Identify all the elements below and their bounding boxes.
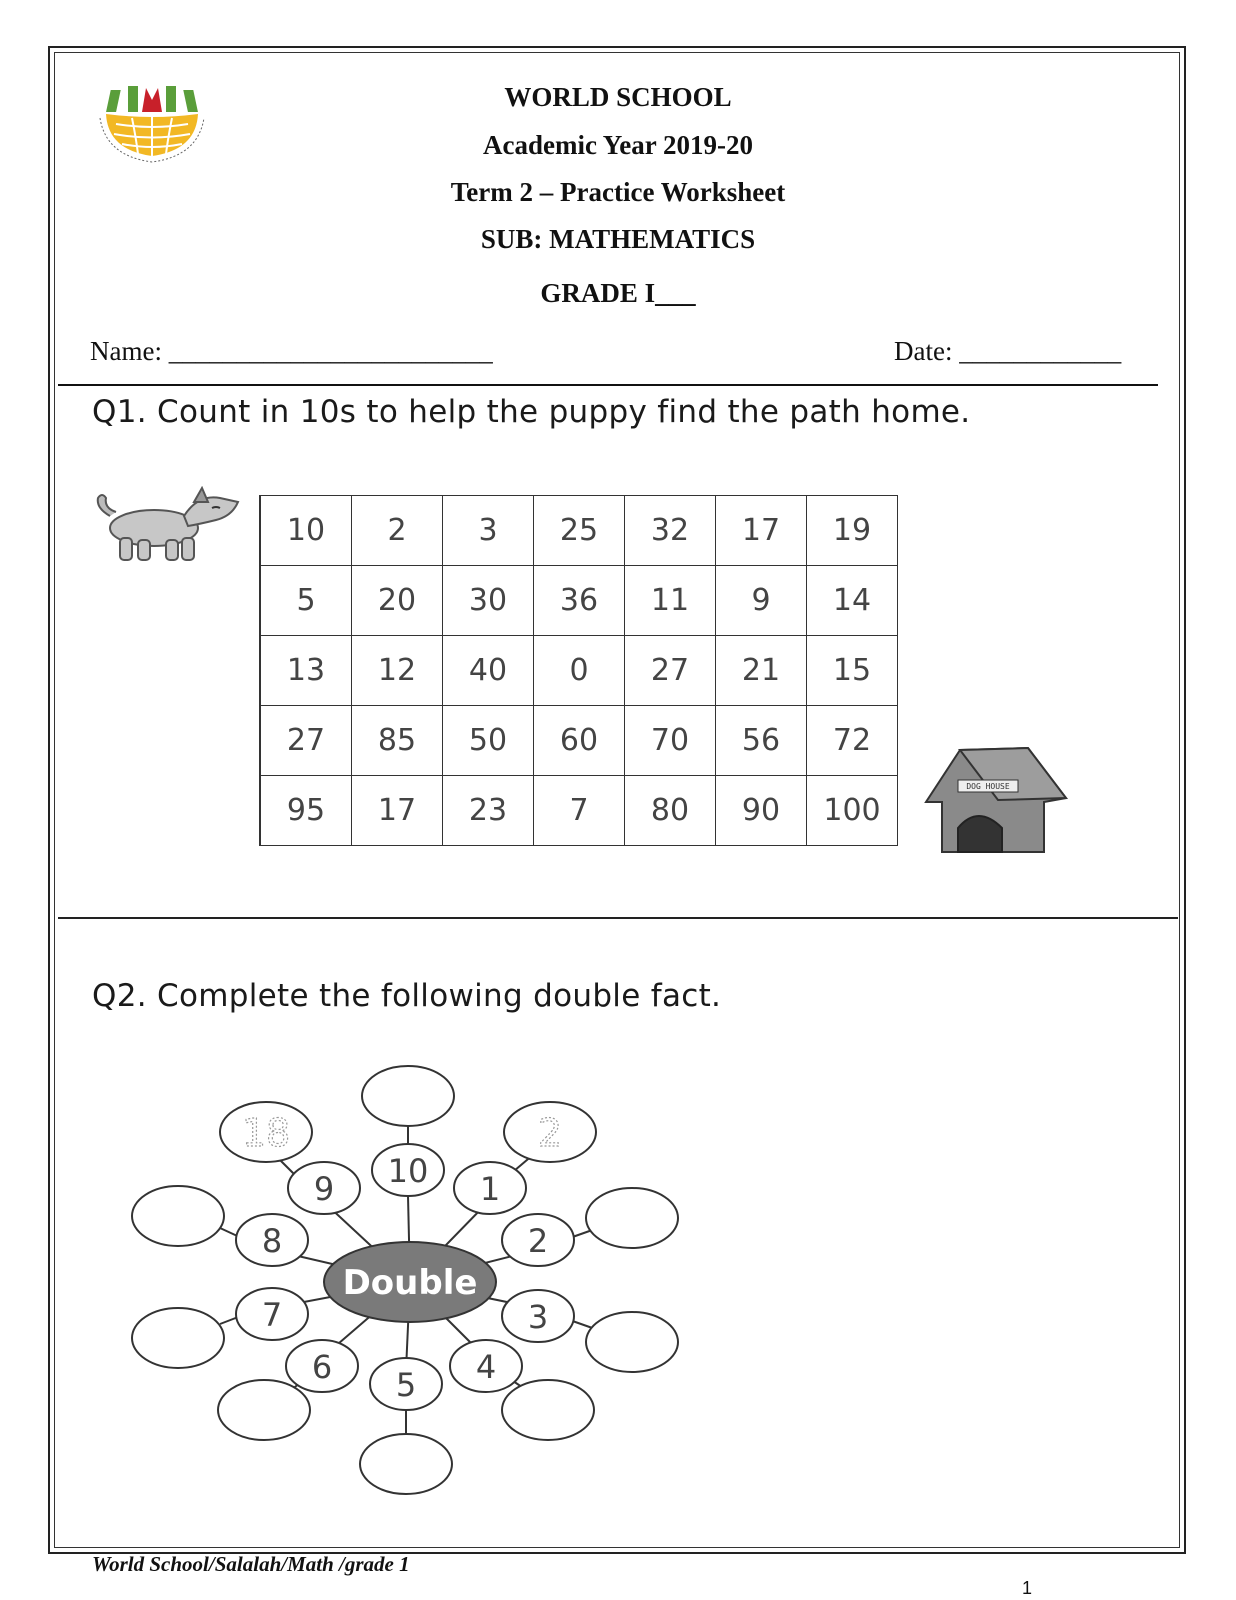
grid-cell[interactable]: 2 xyxy=(352,496,443,566)
grid-cell[interactable]: 25 xyxy=(534,496,625,566)
grid-cell[interactable]: 36 xyxy=(534,566,625,636)
grid-cell[interactable]: 90 xyxy=(716,776,807,846)
grid-cell[interactable]: 9 xyxy=(716,566,807,636)
page-number: 1 xyxy=(1022,1578,1033,1598)
double-number: 10 xyxy=(387,1152,429,1190)
academic-year: Academic Year 2019-20 xyxy=(483,130,753,160)
double-number: 8 xyxy=(261,1222,283,1260)
house-sign: DOG HOUSE xyxy=(966,782,1010,791)
grid-cell[interactable]: 80 xyxy=(625,776,716,846)
grid-cell[interactable]: 30 xyxy=(443,566,534,636)
grid-cell[interactable]: 20 xyxy=(352,566,443,636)
grid-cell[interactable]: 14 xyxy=(807,566,898,636)
example-answer: 2 xyxy=(537,1111,563,1155)
footer-text: World School/Salalah/Math /grade 1 xyxy=(92,1552,410,1576)
grid-cell[interactable]: 40 xyxy=(443,636,534,706)
grid-cell[interactable]: 21 xyxy=(716,636,807,706)
grid-cell[interactable]: 5 xyxy=(261,566,352,636)
term-title: Term 2 – Practice Worksheet xyxy=(450,177,786,207)
grid-cell[interactable]: 27 xyxy=(625,636,716,706)
grid-cell[interactable]: 0 xyxy=(534,636,625,706)
double-number: 7 xyxy=(261,1296,283,1334)
grid-cell[interactable]: 17 xyxy=(352,776,443,846)
date-field[interactable]: Date: ____________ xyxy=(894,336,1122,366)
grid-cell[interactable]: 60 xyxy=(534,706,625,776)
grid-cell[interactable]: 7 xyxy=(534,776,625,846)
dog-house-icon xyxy=(918,744,1078,856)
grid-cell[interactable]: 12 xyxy=(352,636,443,706)
example-answer: 18 xyxy=(241,1111,291,1155)
q1-question: Q1. Count in 10s to help the puppy find the path home. xyxy=(92,394,971,430)
q2-question: Q2. Complete the following double fact. xyxy=(92,978,722,1014)
grid-cell[interactable]: 13 xyxy=(261,636,352,706)
double-label: Double xyxy=(342,1263,478,1303)
puppy-icon xyxy=(88,486,244,566)
grid-cell[interactable]: 10 xyxy=(261,496,352,566)
grid-cell[interactable]: 50 xyxy=(443,706,534,776)
grid-cell[interactable]: 85 xyxy=(352,706,443,776)
grid-cell[interactable]: 15 xyxy=(807,636,898,706)
header-divider xyxy=(58,384,1158,386)
subject-title: SUB: MATHEMATICS xyxy=(480,224,756,254)
grid-cell[interactable]: 70 xyxy=(625,706,716,776)
double-number: 1 xyxy=(479,1170,501,1208)
double-number: 4 xyxy=(475,1348,497,1386)
grid-cell[interactable]: 56 xyxy=(716,706,807,776)
double-fact-diagram xyxy=(124,1060,704,1500)
grid-cell[interactable]: 72 xyxy=(807,706,898,776)
double-number: 2 xyxy=(527,1222,549,1260)
grid-cell[interactable]: 19 xyxy=(807,496,898,566)
grid-cell[interactable]: 32 xyxy=(625,496,716,566)
grid-cell[interactable]: 3 xyxy=(443,496,534,566)
school-name: WORLD SCHOOL xyxy=(504,82,732,112)
grid-cell[interactable]: 100 xyxy=(807,776,898,846)
grid-cell[interactable]: 11 xyxy=(625,566,716,636)
double-number: 3 xyxy=(527,1298,549,1336)
grid-cell[interactable]: 95 xyxy=(261,776,352,846)
double-number: 6 xyxy=(311,1348,333,1386)
double-number: 9 xyxy=(313,1170,335,1208)
section-divider xyxy=(58,917,1178,919)
grid-cell[interactable]: 17 xyxy=(716,496,807,566)
grid-cell[interactable]: 27 xyxy=(261,706,352,776)
count-by-tens-grid xyxy=(259,495,898,846)
grid-cell[interactable]: 23 xyxy=(443,776,534,846)
double-number: 5 xyxy=(395,1366,417,1404)
grade-title: GRADE I___ xyxy=(540,278,696,308)
name-field[interactable]: Name: ________________________ xyxy=(90,336,493,366)
